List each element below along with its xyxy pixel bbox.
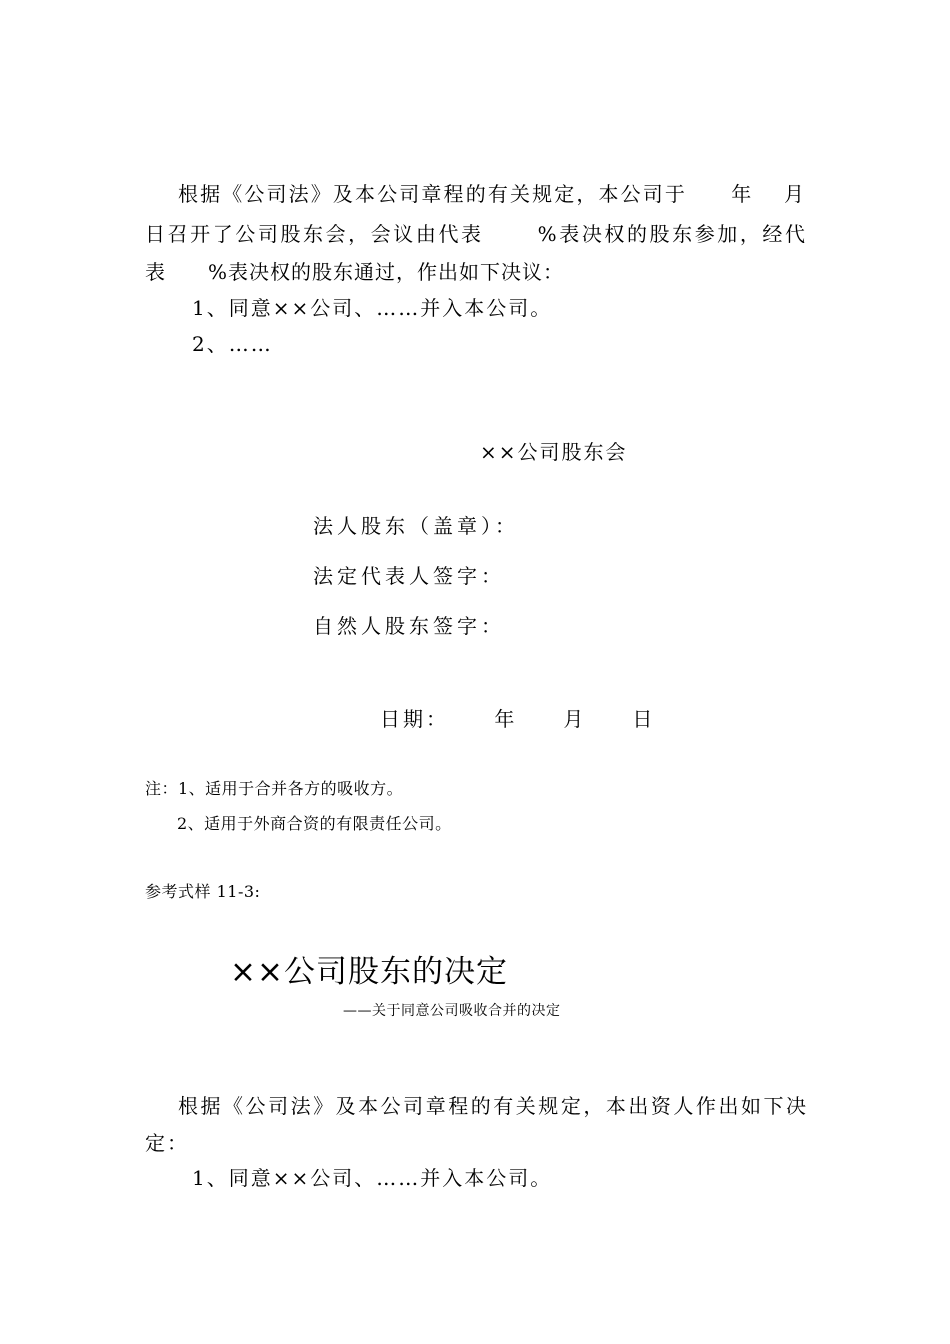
decision-paragraph-line-1: 根据《公司法》及本公司章程的有关规定，本出资人作出如下决 — [178, 1094, 806, 1118]
date-line: 日期： 年 月 日 — [380, 707, 656, 731]
note-line-2: 2、适用于外商合资的有限责任公司。 — [177, 814, 452, 833]
decision-paragraph-line-2: 定： — [145, 1131, 189, 1155]
signature-natural-person-shareholder: 自然人股东签字： — [313, 614, 505, 638]
decision-title: ××公司股东的决定 — [230, 954, 508, 990]
signer-organization: ××公司股东会 — [480, 440, 628, 464]
reference-label: 参考式样 11-3: — [145, 882, 261, 901]
resolution-paragraph-line-1: 根据《公司法》及本公司章程的有关规定，本公司于 年 月 — [178, 182, 804, 206]
resolution-paragraph-line-3: 表 %表决权的股东通过，作出如下决议： — [145, 260, 565, 284]
resolution-paragraph-line-2: 日召开了公司股东会，会议由代表 %表决权的股东参加，经代 — [145, 222, 805, 246]
signature-legal-representative: 法定代表人签字： — [313, 564, 505, 588]
signature-legal-person-shareholder: 法人股东（盖章）： — [313, 514, 519, 538]
resolution-item-1: 1、同意××公司、……并入本公司。 — [192, 296, 553, 320]
decision-subtitle: ——关于同意公司吸收合并的决定 — [343, 1003, 561, 1019]
note-line-1: 注：1、适用于合并各方的吸收方。 — [145, 779, 404, 798]
resolution-item-2: 2、…… — [192, 332, 273, 356]
decision-item-1: 1、同意××公司、……并入本公司。 — [192, 1166, 553, 1190]
